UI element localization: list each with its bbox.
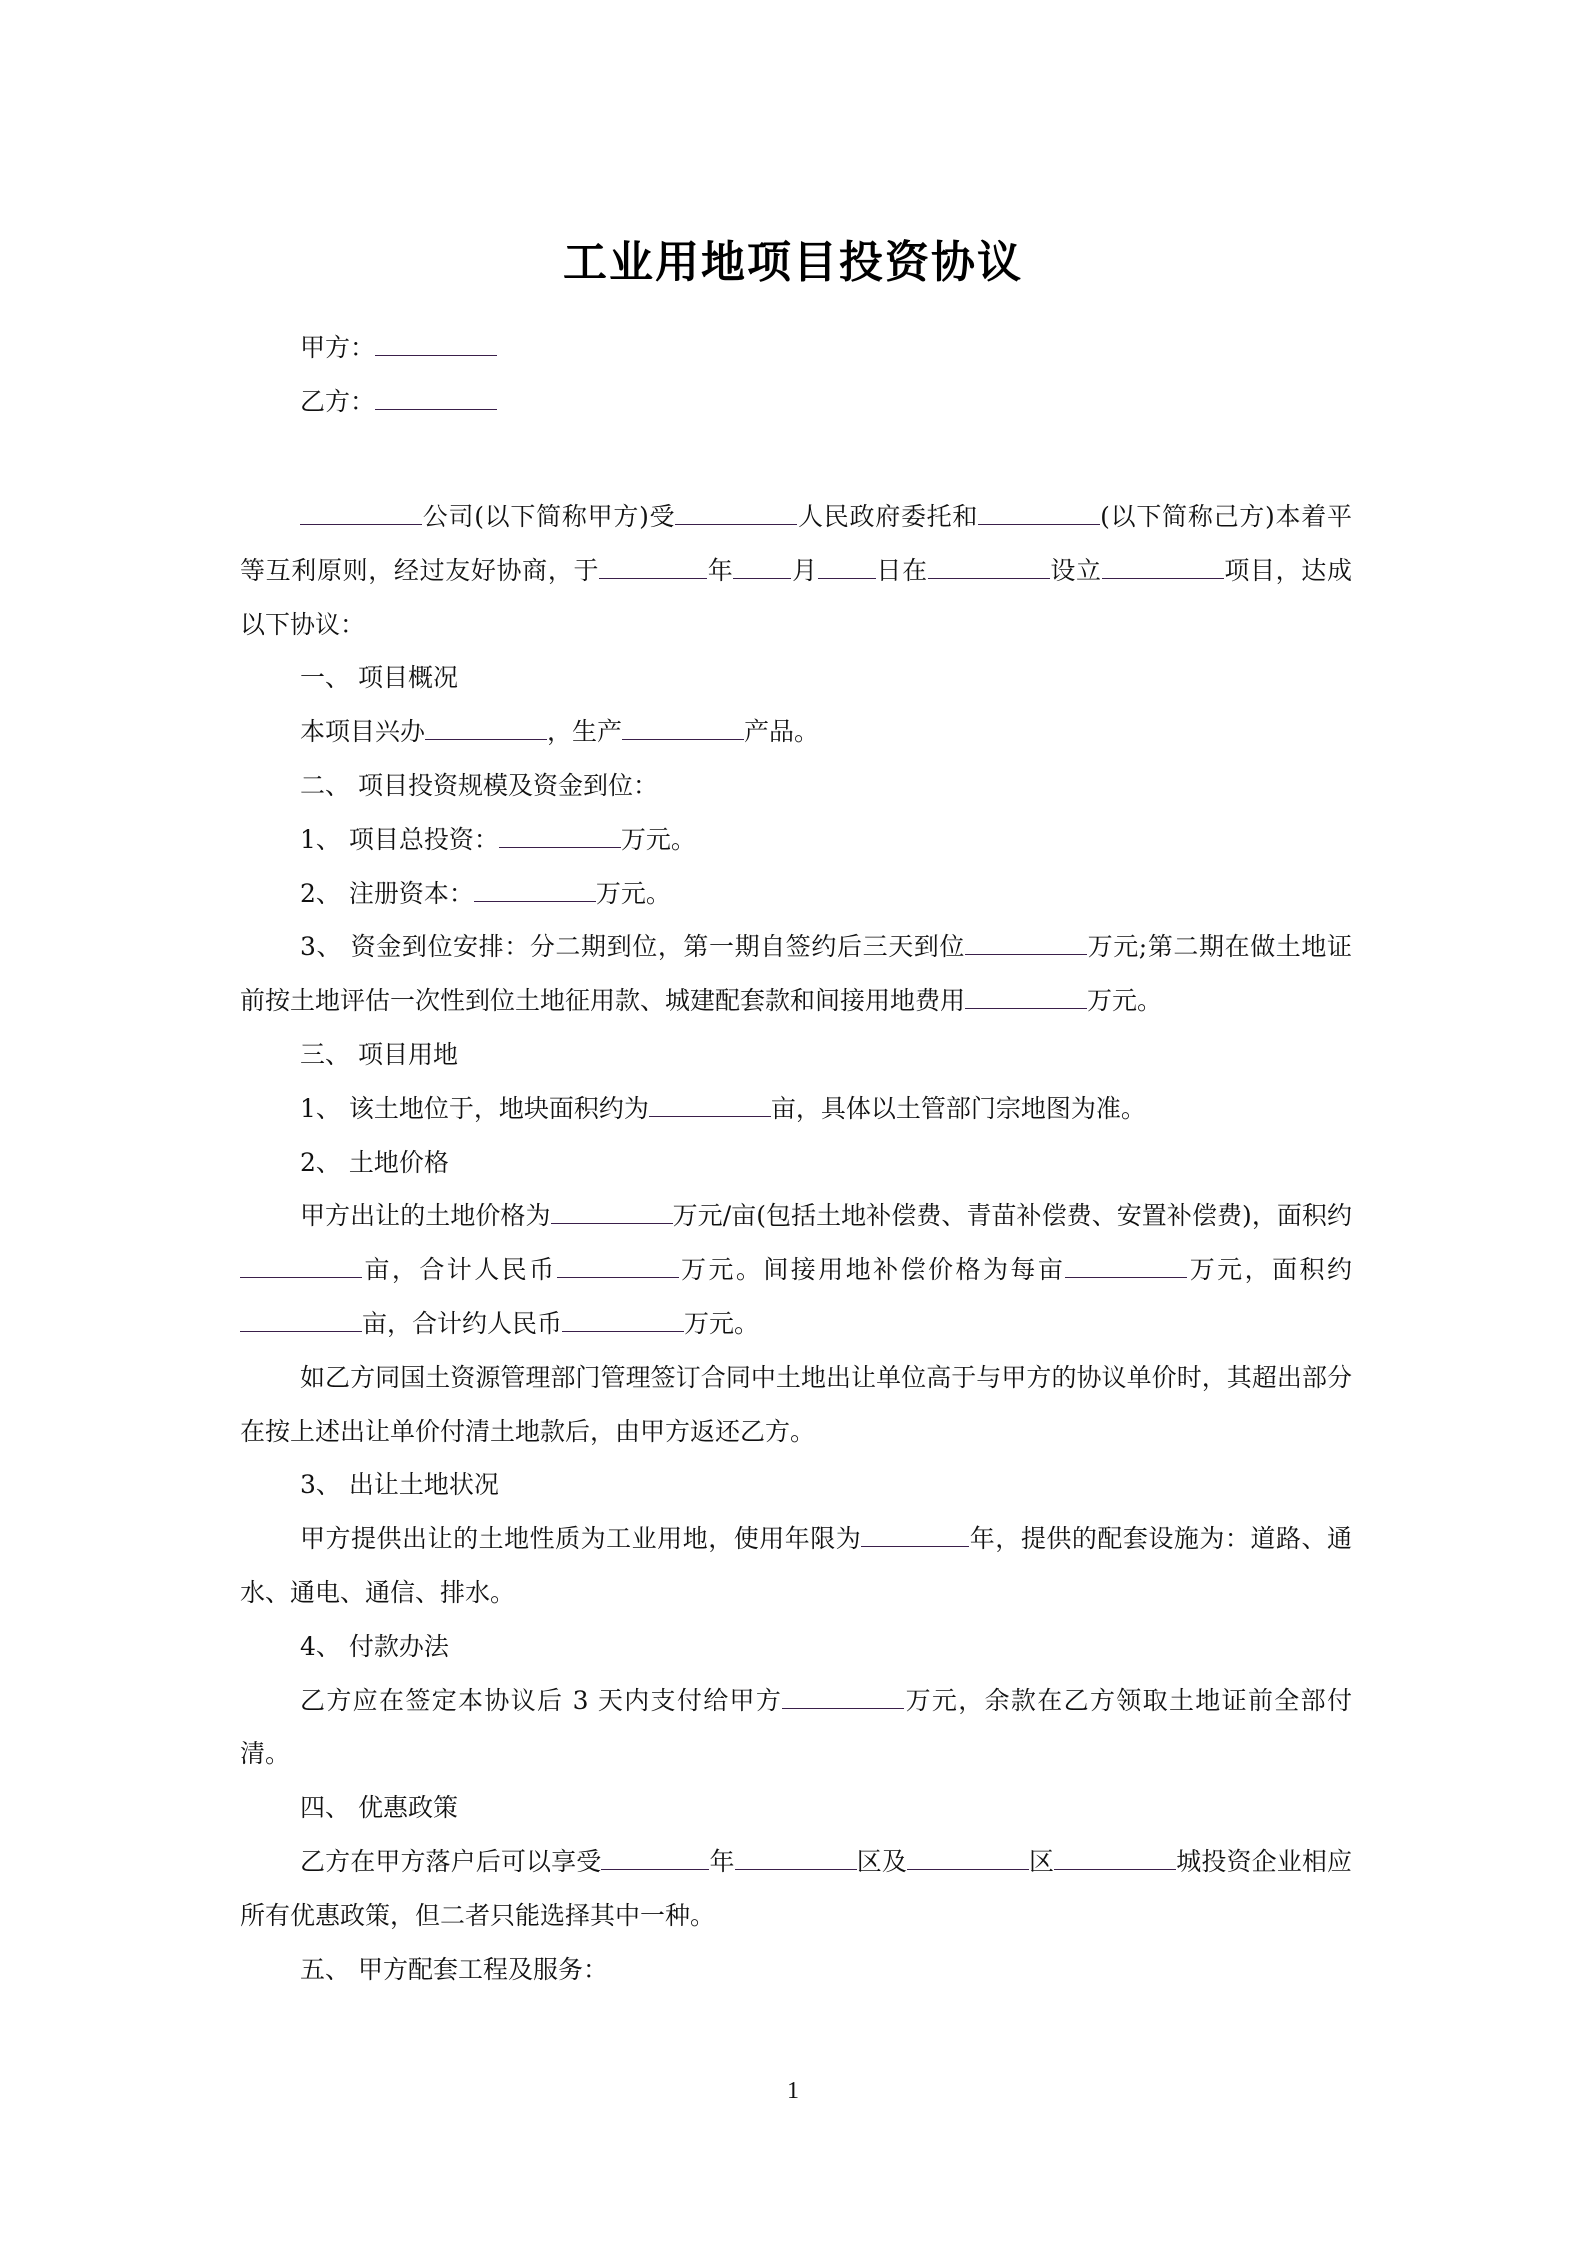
intro-text: 人民政府委托和 bbox=[797, 502, 979, 531]
refund-paragraph: 如乙方同国土资源管理部门管理签订合同中土地出让单位高于与甲方的协议单价时，其超出部分在按上述出让单价付清土地款后，由甲方返还乙方。 bbox=[240, 1362, 1352, 1446]
city-blank[interactable] bbox=[1054, 1847, 1176, 1870]
section-2-item-3 bbox=[240, 920, 1352, 1028]
section-3-item-3-heading: 3、 出让土地状况 bbox=[300, 1470, 499, 1500]
section-3-heading: 三、 项目用地 bbox=[300, 1039, 458, 1069]
intro-text: 项目，达成以下协议： bbox=[240, 555, 1352, 639]
text: 万元。间接用地补偿价格为每亩 bbox=[678, 1255, 1066, 1285]
second-phase-blank[interactable] bbox=[965, 986, 1087, 1009]
total-investment-blank[interactable] bbox=[499, 825, 621, 848]
text: 1、 项目总投资： bbox=[300, 824, 499, 854]
section-4-heading: 四、 优惠政策 bbox=[300, 1793, 458, 1823]
government-blank[interactable] bbox=[675, 502, 797, 525]
total-rmb-blank[interactable] bbox=[557, 1255, 679, 1278]
intro-text: 设立 bbox=[1049, 555, 1102, 585]
company-blank[interactable] bbox=[300, 502, 422, 525]
section-2-heading: 二、 项目投资规模及资金到位： bbox=[300, 770, 658, 800]
text: ，生产 bbox=[547, 717, 623, 747]
party-a-blank[interactable] bbox=[375, 333, 497, 356]
party-b-line bbox=[300, 387, 497, 417]
first-phase-blank[interactable] bbox=[965, 932, 1087, 955]
text: 区及 bbox=[856, 1846, 907, 1876]
text: 2、 注册资本： bbox=[300, 878, 474, 908]
payment-amount-blank[interactable] bbox=[782, 1686, 904, 1709]
section-2-item-1 bbox=[240, 813, 1352, 867]
preferential-policy-paragraph bbox=[240, 1835, 1352, 1943]
section-3-item-2-heading: 2、 土地价格 bbox=[300, 1147, 449, 1177]
intro-text: 公司(以下简称甲方)受 bbox=[422, 502, 676, 531]
indirect-area-blank[interactable] bbox=[240, 1309, 362, 1332]
product-blank[interactable] bbox=[622, 717, 744, 740]
text: 产品。 bbox=[744, 717, 820, 747]
page-number: 1 bbox=[787, 2078, 799, 2104]
intro-text: (以下简称己方) bbox=[1100, 502, 1275, 531]
text: 万元。 bbox=[595, 878, 671, 908]
text: 万元。 bbox=[620, 824, 696, 854]
text: 万元;第二期在做土地证前按土地评估一次性到位土地征用款、城建配套款和间接用地费用 bbox=[240, 932, 1352, 1016]
month-blank[interactable] bbox=[733, 556, 791, 579]
land-price-paragraph bbox=[240, 1189, 1352, 1350]
text: 年，提供的配套设施为：道路、通水、通电、通信、排水。 bbox=[240, 1524, 1352, 1607]
text: 万元/亩(包括土地补偿费、青苗补偿费、安置补偿费)，面积约 bbox=[672, 1201, 1352, 1231]
party-b-blank[interactable] bbox=[375, 387, 497, 410]
intro-text: 本着平等互利原则，经过友好协商，于 bbox=[240, 502, 1352, 585]
text: 乙方在甲方落户后可以享受 bbox=[300, 1846, 602, 1876]
project-name-blank[interactable] bbox=[1102, 556, 1224, 579]
document-body bbox=[240, 490, 1352, 1996]
text: 城投资企业相应所有优惠政策，但二者只能选择其中一种。 bbox=[240, 1846, 1352, 1930]
text: 区 bbox=[1028, 1846, 1055, 1876]
day-blank[interactable] bbox=[818, 556, 876, 579]
indirect-price-blank[interactable] bbox=[1065, 1255, 1187, 1278]
text: 万元，余款在乙方领取土地证前全部付清。 bbox=[240, 1685, 1352, 1769]
party-a-label: 甲方： bbox=[300, 333, 376, 362]
district-2-blank[interactable] bbox=[907, 1847, 1029, 1870]
section-5-heading: 五、 甲方配套工程及服务： bbox=[300, 1954, 608, 1984]
section-3-item-1 bbox=[240, 1082, 1352, 1136]
text: 甲方提供出让的土地性质为工业用地，使用年限为 bbox=[300, 1524, 862, 1554]
text: 万元。 bbox=[684, 1308, 760, 1338]
text: 年 bbox=[709, 1846, 735, 1876]
registered-capital-blank[interactable] bbox=[474, 879, 596, 902]
land-status-paragraph bbox=[240, 1512, 1352, 1620]
text: 万元。 bbox=[1087, 986, 1163, 1016]
section-2-item-2 bbox=[240, 867, 1352, 921]
policy-years-blank[interactable] bbox=[601, 1847, 709, 1870]
district-1-blank[interactable] bbox=[735, 1847, 857, 1870]
text: 甲方出让的土地价格为 bbox=[300, 1201, 551, 1231]
text: 乙方应在签定本协议后 3 天内支付给甲方 bbox=[300, 1685, 783, 1715]
land-area-blank[interactable] bbox=[649, 1094, 771, 1117]
business-blank[interactable] bbox=[425, 717, 547, 740]
party-a-line bbox=[300, 333, 497, 363]
party-b-name-blank[interactable] bbox=[978, 502, 1100, 525]
text: 亩，合计人民币 bbox=[362, 1255, 557, 1285]
text: 本项目兴办 bbox=[300, 717, 426, 747]
price-per-mu-blank[interactable] bbox=[551, 1201, 673, 1224]
intro-text: 日在 bbox=[875, 555, 928, 585]
intro-paragraph bbox=[240, 490, 1352, 651]
section-1-text bbox=[240, 705, 1352, 759]
party-b-label: 乙方： bbox=[300, 387, 376, 416]
text: 亩，合计约人民币 bbox=[362, 1308, 563, 1338]
use-years-blank[interactable] bbox=[861, 1524, 969, 1547]
text: 1、 该土地位于，地块面积约为 bbox=[300, 1093, 649, 1123]
document-title: 工业用地项目投资协议 bbox=[563, 237, 1023, 288]
area-blank[interactable] bbox=[240, 1255, 362, 1278]
intro-text: 月 bbox=[791, 555, 818, 585]
text: 3、 资金到位安排：分二期到位，第一期自签约后三天到位 bbox=[300, 932, 965, 962]
text: 万元，面积约 bbox=[1187, 1255, 1352, 1285]
intro-text: 年 bbox=[707, 555, 734, 585]
payment-paragraph bbox=[240, 1674, 1352, 1782]
indirect-total-blank[interactable] bbox=[562, 1309, 684, 1332]
location-blank[interactable] bbox=[928, 556, 1050, 579]
text: 亩，具体以土管部门宗地图为准。 bbox=[770, 1093, 1146, 1123]
section-3-item-4-heading: 4、 付款办法 bbox=[300, 1631, 449, 1661]
year-blank[interactable] bbox=[599, 556, 707, 579]
section-1-heading: 一、 项目概况 bbox=[300, 663, 458, 693]
